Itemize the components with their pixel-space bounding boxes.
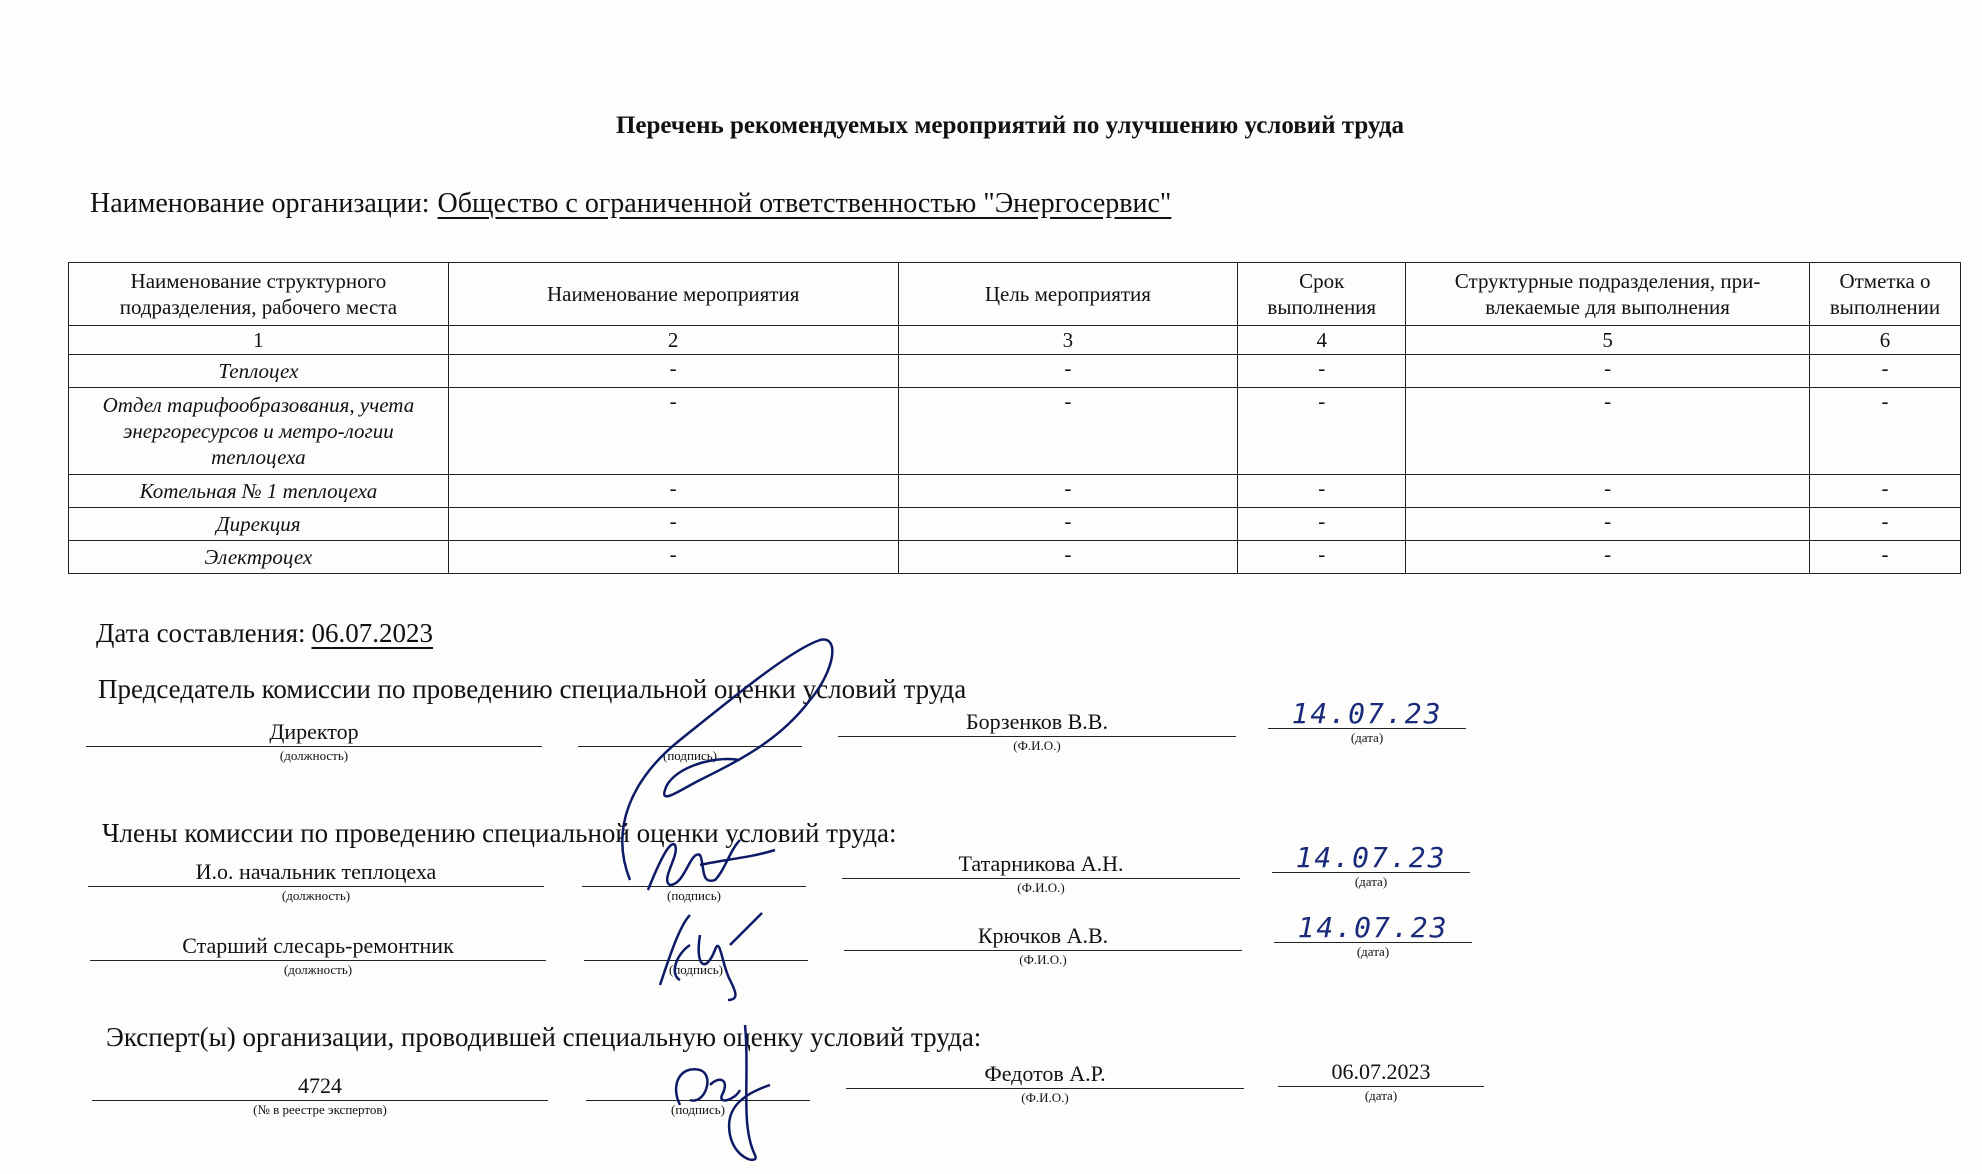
fio-caption: (Ф.И.О.) [1017, 880, 1065, 895]
table-cell: - [448, 388, 898, 475]
table-cell: - [448, 355, 898, 388]
fio-caption: (Ф.И.О.) [1019, 952, 1067, 967]
member-2-position-field [90, 932, 546, 979]
chairman-name-field [838, 708, 1236, 755]
expert-name: Федотов А.Р. [846, 1060, 1244, 1089]
chairman-position-field [86, 718, 542, 765]
unit-name: Отдел тарифообразования, учета энергоресурсов и метро-логии теплоцеха [69, 388, 449, 475]
expert-name-field [846, 1060, 1244, 1107]
fio-caption: (Ф.И.О.) [1013, 738, 1061, 753]
document-title: Перечень рекомендуемых мероприятий по улучшению условий труда [615, 112, 1405, 139]
signature-caption: (подпись) [669, 962, 723, 977]
signature-caption: (подпись) [667, 888, 721, 903]
column-number: 4 [1238, 326, 1406, 355]
table-cell: - [898, 388, 1238, 475]
member-2-name: Крючков А.В. [844, 922, 1242, 951]
organization-name: Общество с ограниченной ответственностью "Энергосервис" [437, 188, 1172, 219]
expert-registry-number: 4724 [92, 1072, 548, 1101]
table-cell: - [1406, 508, 1810, 541]
header-completion: Отметка о выполнении [1809, 263, 1960, 326]
table-row [69, 475, 1961, 508]
chairman-heading: Председатель комиссии по проведению специальной оценки условий труда [98, 674, 967, 704]
unit-name: Теплоцех [69, 355, 449, 388]
position-caption: (должность) [283, 962, 353, 977]
table-cell: - [1809, 508, 1960, 541]
member-1-position-field [88, 858, 544, 905]
column-number: 5 [1406, 326, 1810, 355]
header-measure: Наименование мероприятия [448, 263, 898, 326]
header-unit: Наименование структурного подразделения, рабочего места [69, 263, 449, 326]
column-number-row [69, 326, 1961, 355]
measures-table [68, 262, 1961, 574]
member-2-name-field [844, 922, 1242, 969]
member-1-position: И.о. начальник теплоцеха [88, 858, 544, 887]
chairman-date: 14.07.23 [1268, 700, 1466, 729]
compilation-date: 06.07.2023 [311, 618, 433, 648]
table-cell: - [448, 508, 898, 541]
chairman-name: Борзенков В.В. [838, 708, 1236, 737]
header-deadline: Срок выполнения [1238, 263, 1406, 326]
table-cell: - [1238, 508, 1406, 541]
table-cell: - [1406, 388, 1810, 475]
unit-name: Дирекция [69, 508, 449, 541]
signature-caption: (подпись) [663, 748, 717, 763]
registry-caption: (№ в реестре экспертов) [253, 1102, 387, 1117]
table-cell: - [1238, 355, 1406, 388]
header-departments: Структурные подразделения, при-влекаемые для выполнения [1406, 263, 1810, 326]
table-cell: - [898, 355, 1238, 388]
compilation-date-label: Дата составления: [96, 618, 306, 648]
chairman-date-field [1268, 697, 1466, 747]
organization-line [90, 188, 1179, 220]
unit-name: Электроцех [69, 541, 449, 574]
table-cell: - [1809, 388, 1960, 475]
table-row [69, 388, 1961, 475]
compilation-date-line [96, 618, 439, 649]
member-1-name-field [842, 850, 1240, 897]
table-cell: - [1238, 475, 1406, 508]
table-cell: - [1809, 475, 1960, 508]
table-row [69, 508, 1961, 541]
expert-date-field [1278, 1058, 1484, 1105]
date-caption: (дата) [1350, 730, 1384, 745]
table-cell: - [1809, 355, 1960, 388]
column-number: 6 [1809, 326, 1960, 355]
table-cell: - [1809, 541, 1960, 574]
table-cell: - [448, 541, 898, 574]
expert-signature [660, 1015, 780, 1165]
table-header-row [69, 263, 1961, 326]
table-cell: - [1238, 388, 1406, 475]
member-2-signature [650, 905, 770, 1005]
members-heading: Члены комиссии по проведению специальной оценки условий труда: [102, 818, 897, 848]
table-cell: - [1406, 541, 1810, 574]
table-cell: - [898, 475, 1238, 508]
organization-label: Наименование организации: [90, 188, 430, 219]
table-cell: - [898, 541, 1238, 574]
position-caption: (должность) [281, 888, 351, 903]
member-2-position: Старший слесарь-ремонтник [90, 932, 546, 961]
table-cell: - [898, 508, 1238, 541]
member-2-date: 14.07.23 [1274, 914, 1472, 943]
expert-registry-field [92, 1072, 548, 1119]
header-goal: Цель мероприятия [898, 263, 1238, 326]
column-number: 2 [448, 326, 898, 355]
column-number: 1 [69, 326, 449, 355]
signature-caption: (подпись) [671, 1102, 725, 1117]
table-cell: - [1238, 541, 1406, 574]
member-1-name: Татарникова А.Н. [842, 850, 1240, 879]
member-2-date-field [1274, 911, 1472, 961]
date-caption: (дата) [1356, 944, 1390, 959]
table-cell: - [1406, 475, 1810, 508]
chairman-position: Директор [86, 718, 542, 747]
column-number: 3 [898, 326, 1238, 355]
position-caption: (должность) [279, 748, 349, 763]
member-1-signature [640, 830, 780, 900]
expert-heading: Эксперт(ы) организации, проводившей специальную оценку условий труда: [106, 1022, 982, 1052]
expert-date: 06.07.2023 [1278, 1058, 1484, 1087]
table-row [69, 541, 1961, 574]
fio-caption: (Ф.И.О.) [1021, 1090, 1069, 1105]
member-1-date: 14.07.23 [1272, 844, 1470, 873]
member-1-date-field [1272, 841, 1470, 891]
unit-name: Котельная № 1 теплоцеха [69, 475, 449, 508]
date-caption: (дата) [1364, 1088, 1398, 1103]
date-caption: (дата) [1354, 874, 1388, 889]
table-cell: - [448, 475, 898, 508]
table-row [69, 355, 1961, 388]
table-cell: - [1406, 355, 1810, 388]
